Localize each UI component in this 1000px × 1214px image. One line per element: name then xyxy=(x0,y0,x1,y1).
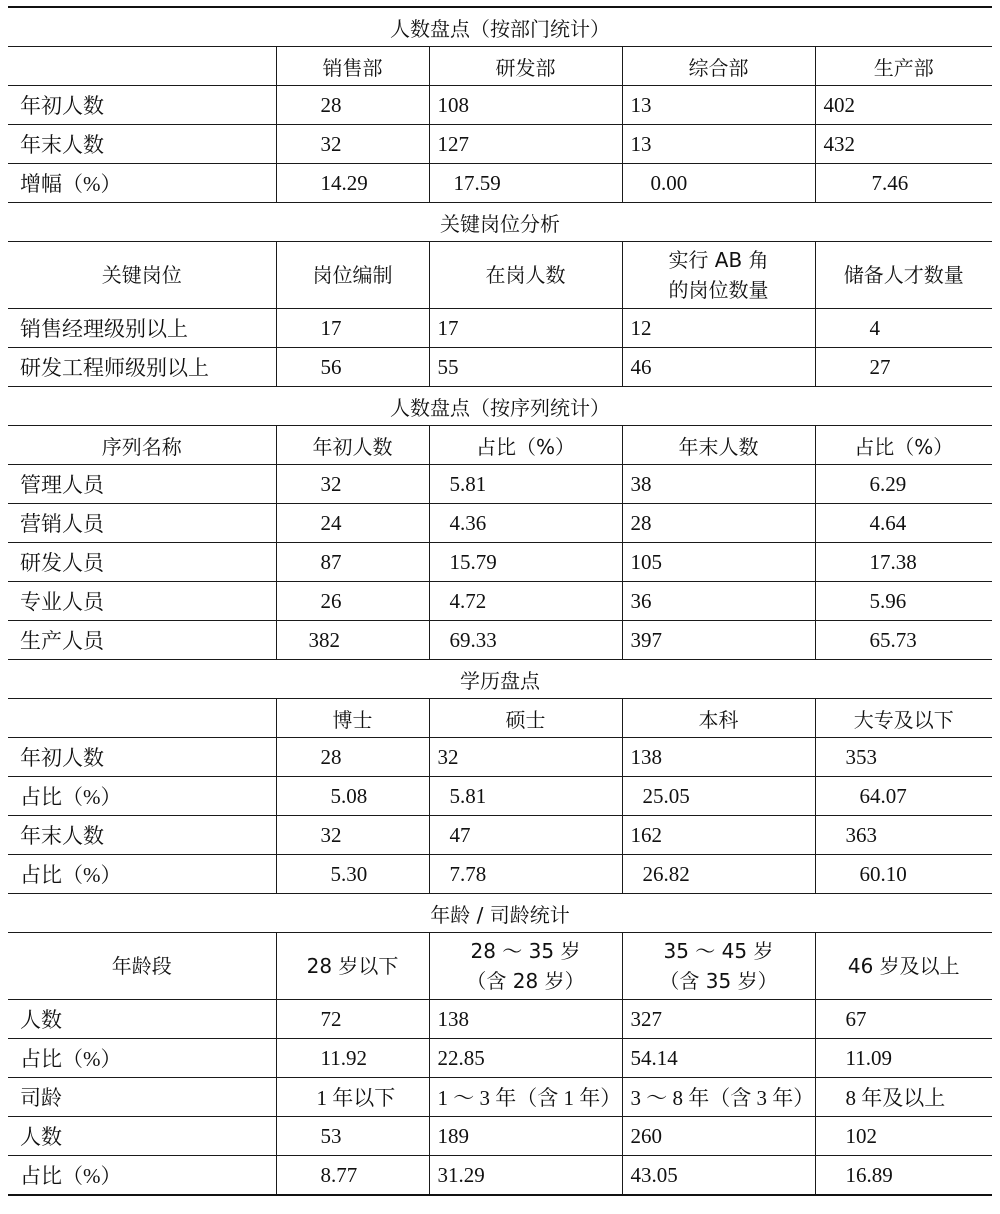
header-cell: 研发部 xyxy=(429,47,622,86)
header-cell: 博士 xyxy=(276,699,429,738)
header-cell: 实行 AB 角的岗位数量 xyxy=(622,242,815,309)
header-cell: 岗位编制 xyxy=(276,242,429,309)
header-cell: 46 岁及以上 xyxy=(815,933,992,1000)
table-cell: 102 xyxy=(815,1117,992,1156)
table-row xyxy=(8,543,992,582)
table-cell: 7.46 xyxy=(815,164,992,203)
table-cell: 13 xyxy=(622,125,815,164)
table-cell: 27 xyxy=(815,348,992,387)
table-cell: 26.82 xyxy=(622,855,815,894)
table-cell: 17.59 xyxy=(429,164,622,203)
table-cell: 14.29 xyxy=(276,164,429,203)
table-cell: 4.72 xyxy=(429,582,622,621)
table-cell: 46 xyxy=(622,348,815,387)
section-title-row xyxy=(8,894,992,933)
table-cell: 28 xyxy=(622,504,815,543)
header-cell: 35 ～ 45 岁（含 35 岁） xyxy=(622,933,815,1000)
table-cell: 1 年以下 xyxy=(276,1078,429,1117)
table-cell: 138 xyxy=(622,738,815,777)
section-title-seq: 人数盘点（按序列统计） xyxy=(8,387,992,426)
table-cell: 38 xyxy=(622,465,815,504)
table-cell: 12 xyxy=(622,309,815,348)
header-row xyxy=(8,699,992,738)
table-cell: 69.33 xyxy=(429,621,622,660)
row-label: 司龄 xyxy=(8,1078,276,1117)
row-label: 研发人员 xyxy=(8,543,276,582)
table-row xyxy=(8,1117,992,1156)
table-cell: 16.89 xyxy=(815,1156,992,1196)
header-cell: 销售部 xyxy=(276,47,429,86)
table-cell: 87 xyxy=(276,543,429,582)
row-label: 管理人员 xyxy=(8,465,276,504)
table-cell: 260 xyxy=(622,1117,815,1156)
header-cell: 序列名称 xyxy=(8,426,276,465)
header-cell: 28 岁以下 xyxy=(276,933,429,1000)
row-label: 年初人数 xyxy=(8,738,276,777)
table-cell: 0.00 xyxy=(622,164,815,203)
table-cell: 3 ～ 8 年（含 3 年） xyxy=(622,1078,815,1117)
table-cell: 8 年及以上 xyxy=(815,1078,992,1117)
table-cell: 4 xyxy=(815,309,992,348)
table-cell: 32 xyxy=(429,738,622,777)
table-cell: 127 xyxy=(429,125,622,164)
header-cell: 占比（%） xyxy=(815,426,992,465)
table-cell: 353 xyxy=(815,738,992,777)
header-cell xyxy=(8,699,276,738)
table-cell: 26 xyxy=(276,582,429,621)
table-row xyxy=(8,1000,992,1039)
table-cell: 65.73 xyxy=(815,621,992,660)
table-cell: 28 xyxy=(276,738,429,777)
table-cell: 54.14 xyxy=(622,1039,815,1078)
table-cell: 4.36 xyxy=(429,504,622,543)
header-row xyxy=(8,242,992,309)
hr-inventory-document xyxy=(8,6,992,1196)
header-row xyxy=(8,933,992,1000)
table-cell: 7.78 xyxy=(429,855,622,894)
table-cell: 108 xyxy=(429,86,622,125)
table-cell: 4.64 xyxy=(815,504,992,543)
table-row xyxy=(8,582,992,621)
header-cell: 综合部 xyxy=(622,47,815,86)
table-cell: 25.05 xyxy=(622,777,815,816)
row-label: 占比（%） xyxy=(8,1156,276,1196)
table-row xyxy=(8,816,992,855)
table-row xyxy=(8,348,992,387)
table-row xyxy=(8,855,992,894)
table-row xyxy=(8,164,992,203)
table-cell: 432 xyxy=(815,125,992,164)
table-cell: 36 xyxy=(622,582,815,621)
section-title-row xyxy=(8,387,992,426)
row-label: 占比（%） xyxy=(8,855,276,894)
table-row xyxy=(8,86,992,125)
section-title-age: 年龄 / 司龄统计 xyxy=(8,894,992,933)
row-label: 人数 xyxy=(8,1000,276,1039)
table-cell: 138 xyxy=(429,1000,622,1039)
row-label: 研发工程师级别以上 xyxy=(8,348,276,387)
table-cell: 17 xyxy=(429,309,622,348)
header-cell: 关键岗位 xyxy=(8,242,276,309)
table-cell: 382 xyxy=(276,621,429,660)
table-cell: 56 xyxy=(276,348,429,387)
header-cell: 本科 xyxy=(622,699,815,738)
table-row xyxy=(8,309,992,348)
table-cell: 55 xyxy=(429,348,622,387)
header-cell: 年末人数 xyxy=(622,426,815,465)
section-title-dept: 人数盘点（按部门统计） xyxy=(8,7,992,47)
row-label: 人数 xyxy=(8,1117,276,1156)
table-row xyxy=(8,1039,992,1078)
table-cell: 43.05 xyxy=(622,1156,815,1196)
header-row xyxy=(8,47,992,86)
table-cell: 189 xyxy=(429,1117,622,1156)
table-cell: 327 xyxy=(622,1000,815,1039)
table-cell: 67 xyxy=(815,1000,992,1039)
table-cell: 11.09 xyxy=(815,1039,992,1078)
header-cell: 硕士 xyxy=(429,699,622,738)
table-row xyxy=(8,504,992,543)
table-cell: 397 xyxy=(622,621,815,660)
table-cell: 17 xyxy=(276,309,429,348)
table-cell: 162 xyxy=(622,816,815,855)
table-row xyxy=(8,125,992,164)
table-cell: 13 xyxy=(622,86,815,125)
table-cell: 32 xyxy=(276,125,429,164)
table-row xyxy=(8,465,992,504)
table-cell: 5.81 xyxy=(429,465,622,504)
section-title-row xyxy=(8,7,992,47)
table-row xyxy=(8,1156,992,1196)
row-label: 占比（%） xyxy=(8,777,276,816)
table-cell: 5.81 xyxy=(429,777,622,816)
table-cell: 8.77 xyxy=(276,1156,429,1196)
table-cell: 47 xyxy=(429,816,622,855)
header-cell: 生产部 xyxy=(815,47,992,86)
row-label: 年初人数 xyxy=(8,86,276,125)
table-cell: 24 xyxy=(276,504,429,543)
table-cell: 15.79 xyxy=(429,543,622,582)
row-label: 年末人数 xyxy=(8,125,276,164)
table-cell: 6.29 xyxy=(815,465,992,504)
table-cell: 64.07 xyxy=(815,777,992,816)
header-cell: 28 ～ 35 岁（含 28 岁） xyxy=(429,933,622,1000)
table-cell: 11.92 xyxy=(276,1039,429,1078)
table-cell: 72 xyxy=(276,1000,429,1039)
hr-inventory-table xyxy=(8,6,992,1196)
table-cell: 32 xyxy=(276,465,429,504)
table-cell: 1 ～ 3 年（含 1 年） xyxy=(429,1078,622,1117)
row-label: 增幅（%） xyxy=(8,164,276,203)
table-row xyxy=(8,1078,992,1117)
table-cell: 105 xyxy=(622,543,815,582)
section-title-row xyxy=(8,660,992,699)
row-label: 销售经理级别以上 xyxy=(8,309,276,348)
table-cell: 31.29 xyxy=(429,1156,622,1196)
row-label: 生产人员 xyxy=(8,621,276,660)
section-title-edu: 学历盘点 xyxy=(8,660,992,699)
header-cell xyxy=(8,47,276,86)
header-cell: 储备人才数量 xyxy=(815,242,992,309)
header-row xyxy=(8,426,992,465)
table-cell: 53 xyxy=(276,1117,429,1156)
row-label: 营销人员 xyxy=(8,504,276,543)
table-cell: 402 xyxy=(815,86,992,125)
table-cell: 363 xyxy=(815,816,992,855)
section-title-key: 关键岗位分析 xyxy=(8,203,992,242)
table-row xyxy=(8,738,992,777)
table-cell: 5.96 xyxy=(815,582,992,621)
row-label: 专业人员 xyxy=(8,582,276,621)
table-row xyxy=(8,621,992,660)
table-cell: 17.38 xyxy=(815,543,992,582)
header-cell: 年初人数 xyxy=(276,426,429,465)
section-title-row xyxy=(8,203,992,242)
row-label: 占比（%） xyxy=(8,1039,276,1078)
row-label: 年末人数 xyxy=(8,816,276,855)
header-cell: 大专及以下 xyxy=(815,699,992,738)
table-cell: 28 xyxy=(276,86,429,125)
header-cell: 在岗人数 xyxy=(429,242,622,309)
table-row xyxy=(8,777,992,816)
header-cell: 年龄段 xyxy=(8,933,276,1000)
header-cell: 占比（%） xyxy=(429,426,622,465)
table-cell: 5.08 xyxy=(276,777,429,816)
table-cell: 60.10 xyxy=(815,855,992,894)
table-cell: 22.85 xyxy=(429,1039,622,1078)
table-cell: 32 xyxy=(276,816,429,855)
table-cell: 5.30 xyxy=(276,855,429,894)
